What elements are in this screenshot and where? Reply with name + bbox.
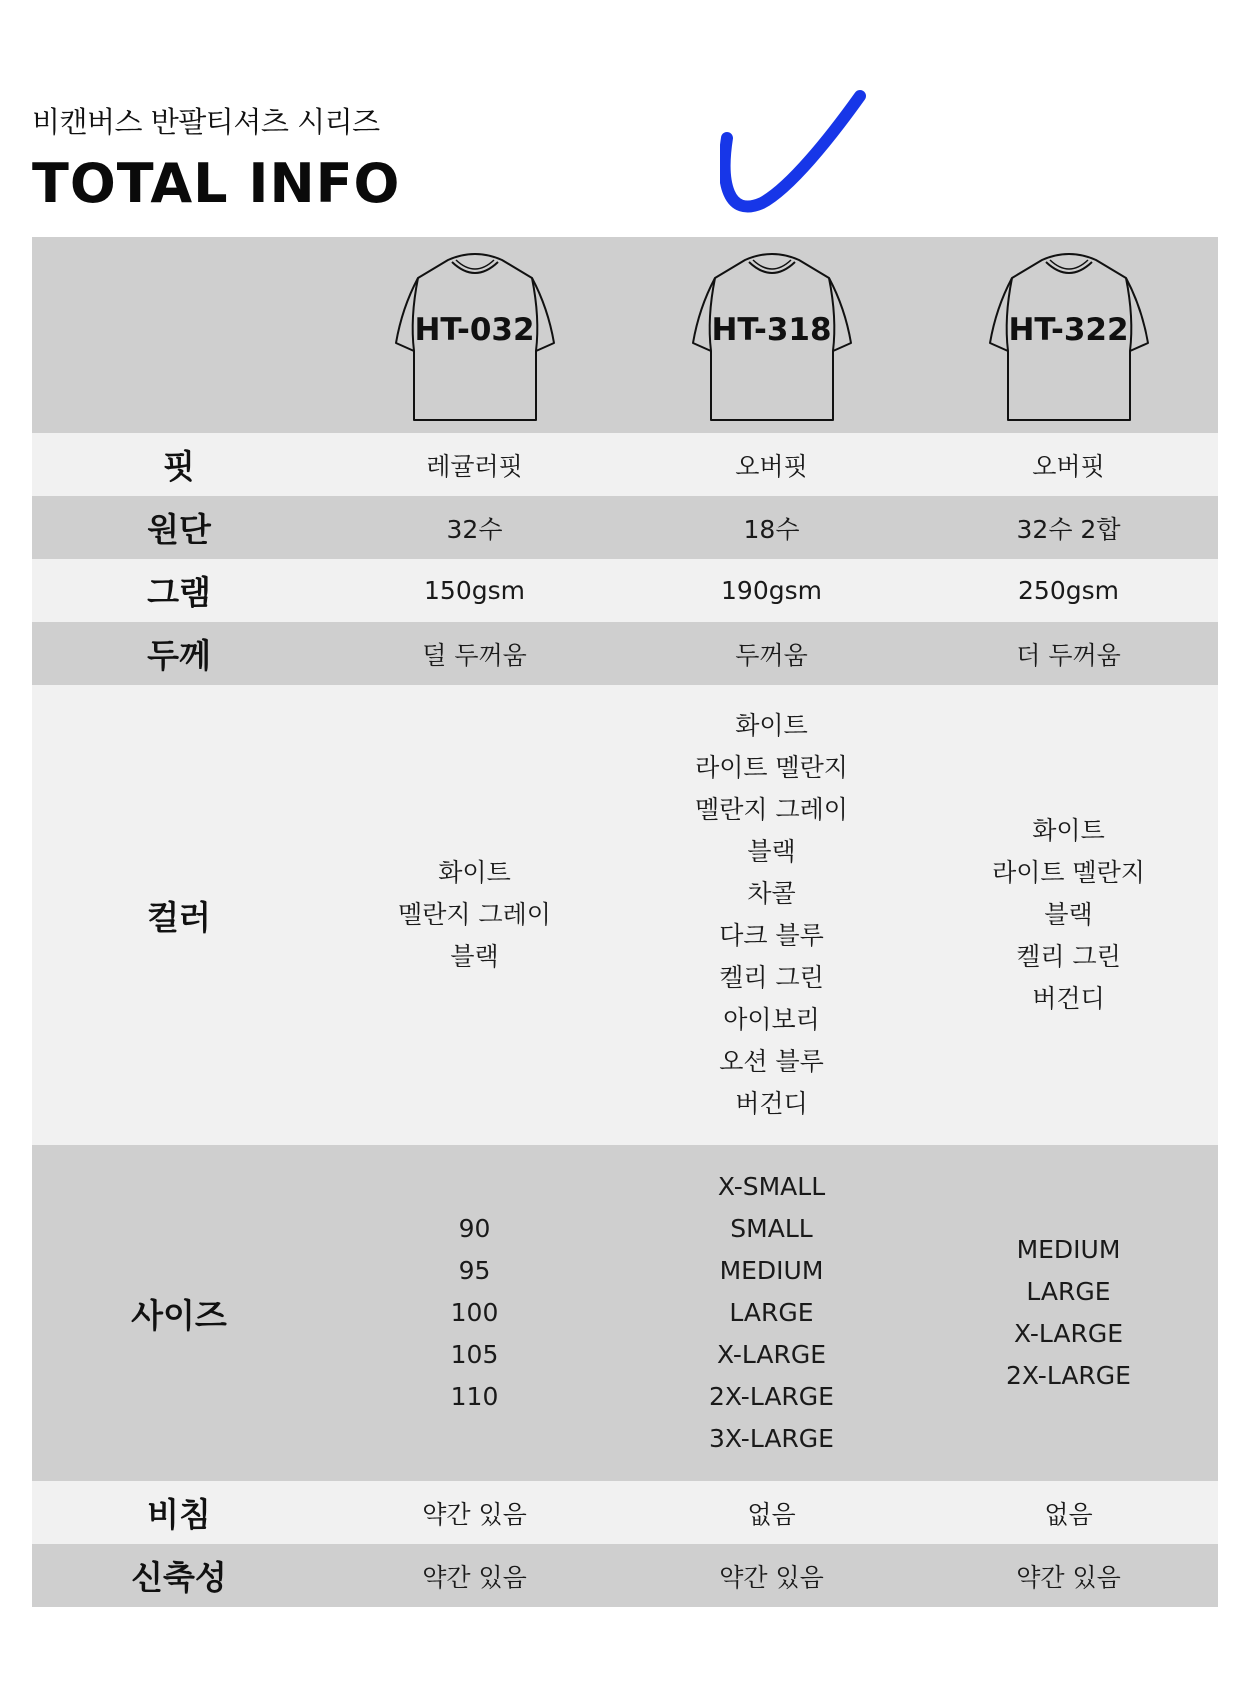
list-item: 화이트 xyxy=(438,858,511,887)
list-item: 블랙 xyxy=(1044,900,1093,929)
stretch-value: 약간 있음 xyxy=(1016,1562,1121,1592)
thickness-value: 두꺼움 xyxy=(735,640,808,670)
fabric-value: 18수 xyxy=(743,514,800,544)
product-code: HT-032 xyxy=(414,311,535,348)
list-item: 화이트 xyxy=(735,711,808,740)
size-list xyxy=(920,1229,1217,1397)
list-item: SMALL xyxy=(730,1214,813,1243)
list-item: X-LARGE xyxy=(1013,1319,1124,1348)
list-item: 라이트 멜란지 xyxy=(695,753,848,782)
list-item: 다크 블루 xyxy=(719,921,824,950)
sheer-value: 약간 있음 xyxy=(422,1499,527,1529)
list-item: MEDIUM xyxy=(719,1256,824,1285)
list-item: 버건디 xyxy=(735,1089,808,1118)
list-item: MEDIUM xyxy=(1016,1235,1121,1264)
page-title: TOTAL INFO xyxy=(32,152,401,215)
list-item: LARGE xyxy=(1026,1277,1111,1306)
product-code: HT-318 xyxy=(711,311,832,348)
list-item: 멜란지 그레이 xyxy=(398,900,551,929)
product-ht-318 xyxy=(623,248,920,423)
fabric-row xyxy=(32,496,1218,559)
weight-value: 150gsm xyxy=(424,576,525,605)
list-item: 2X-LARGE xyxy=(709,1382,834,1411)
product-header-row xyxy=(32,237,1218,433)
list-item: 멜란지 그레이 xyxy=(695,795,848,824)
list-item: 켈리 그린 xyxy=(719,963,824,992)
sheer-row xyxy=(32,1481,1218,1544)
color-list xyxy=(920,810,1217,1020)
list-item: 화이트 xyxy=(1032,816,1105,845)
fabric-value: 32수 xyxy=(446,514,503,544)
page-subtitle: 비캔버스 반팔티셔츠 시리즈 xyxy=(32,105,380,139)
list-item: X-LARGE xyxy=(716,1340,827,1369)
list-item: 105 xyxy=(450,1340,499,1369)
row-label: 두께 xyxy=(147,636,211,675)
list-item: 버건디 xyxy=(1032,984,1105,1013)
stretch-row xyxy=(32,1544,1218,1607)
sheer-value: 없음 xyxy=(747,1499,796,1529)
checkmark-icon xyxy=(720,88,890,228)
list-item: 켈리 그린 xyxy=(1016,942,1121,971)
list-item: X-SMALL xyxy=(717,1172,826,1201)
list-item: 3X-LARGE xyxy=(709,1424,834,1453)
stretch-value: 약간 있음 xyxy=(422,1562,527,1592)
color-list xyxy=(326,852,623,978)
row-label: 사이즈 xyxy=(131,1295,227,1335)
color-list xyxy=(623,705,920,1125)
list-item: 라이트 멜란지 xyxy=(992,858,1145,887)
thickness-row xyxy=(32,622,1218,685)
row-label: 컬러 xyxy=(147,897,211,937)
size-list xyxy=(623,1166,920,1460)
list-item: 아이보리 xyxy=(723,1005,820,1034)
row-label: 신축성 xyxy=(131,1558,227,1597)
weight-row xyxy=(32,559,1218,622)
list-item: 블랙 xyxy=(450,942,499,971)
weight-value: 190gsm xyxy=(721,576,822,605)
list-item: 블랙 xyxy=(747,837,796,866)
list-item: 95 xyxy=(458,1256,491,1285)
fit-value: 오버핏 xyxy=(735,451,808,481)
product-ht-032 xyxy=(326,248,623,423)
stretch-value: 약간 있음 xyxy=(719,1562,824,1592)
row-label: 원단 xyxy=(147,510,211,549)
row-label: 핏 xyxy=(163,447,195,486)
row-label: 그램 xyxy=(147,573,211,612)
size-list xyxy=(326,1208,623,1418)
color-row xyxy=(32,685,1218,1145)
list-item: 차콜 xyxy=(747,879,796,908)
sheer-value: 없음 xyxy=(1044,1499,1093,1529)
list-item: 110 xyxy=(450,1382,499,1411)
fit-row xyxy=(32,433,1218,496)
product-code: HT-322 xyxy=(1008,311,1129,348)
list-item: 90 xyxy=(458,1214,491,1243)
size-row xyxy=(32,1145,1218,1481)
list-item: LARGE xyxy=(729,1298,814,1327)
thickness-value: 덜 두꺼움 xyxy=(422,640,527,670)
weight-value: 250gsm xyxy=(1018,576,1119,605)
list-item: 2X-LARGE xyxy=(1006,1361,1131,1390)
fit-value: 오버핏 xyxy=(1032,451,1105,481)
product-ht-322 xyxy=(920,248,1217,423)
info-table xyxy=(32,237,1218,1607)
fabric-value: 32수 2합 xyxy=(1016,514,1121,544)
fit-value: 레귤러핏 xyxy=(426,451,523,481)
row-label: 비침 xyxy=(147,1495,211,1534)
list-item: 오션 블루 xyxy=(719,1047,824,1076)
list-item: 100 xyxy=(450,1298,499,1327)
thickness-value: 더 두꺼움 xyxy=(1016,640,1121,670)
